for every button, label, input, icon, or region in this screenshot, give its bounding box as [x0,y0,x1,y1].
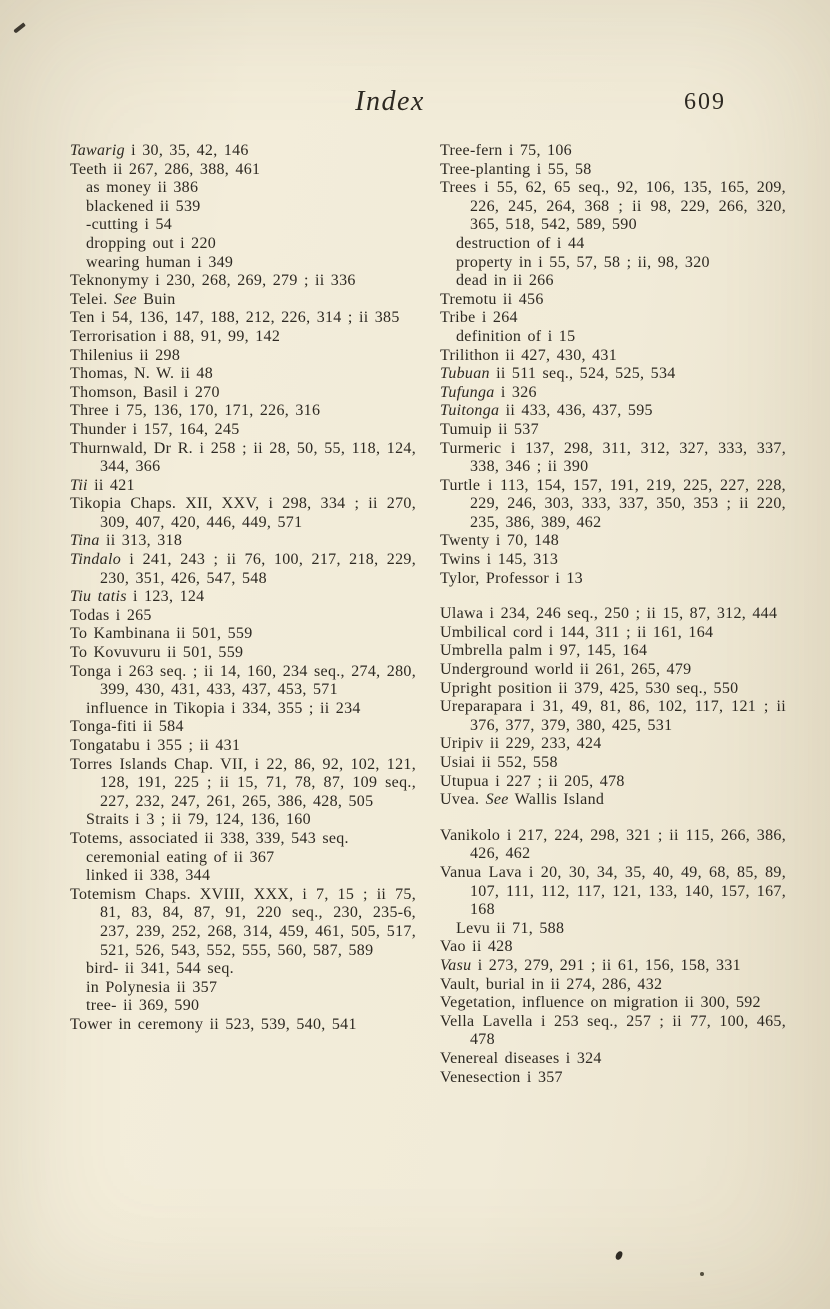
index-entry [440,551,786,570]
index-entry [440,976,786,995]
index-entry [440,142,786,161]
index-entry [70,997,416,1016]
index-entry-italic-text: Tawarig [70,142,125,159]
index-entry [440,1069,786,1088]
index-entry-text: ii 433, 436, 437, 595 [499,402,653,420]
index-entry-text: To Kambinana ii 501, 559 [70,625,253,643]
index-entry-text: Vanikolo i 217, 224, 298, 321 ; ii 115, 266, 386, 426, 462 [440,826,786,863]
index-entry [70,142,416,161]
index-entry [70,737,416,756]
index-entry-text: Trees i 55, 62, 65 seq., 92, 106, 135, 165, 209, 226, 245, 264, 368 ; ii 98, 229, 266, 320, 365, 518, 542, 589, 590 [440,179,786,234]
index-entry-text: i 326 [494,383,537,401]
index-entry [440,605,786,624]
index-entry-text: Vella Lavella i 253 seq., 257 ; ii 77, 100, 465, 478 [440,1012,786,1049]
index-entry-text: Usiai ii 552, 558 [440,754,558,771]
index-entry-italic-text: Tiu tatis [70,588,127,606]
index-entry [70,477,416,496]
index-entry-text: i 241, 243 ; ii 76, 100, 217, 218, 229, 230, 351, 426, 547, 548 [100,551,416,587]
index-entry-text: Turtle i 113, 154, 157, 191, 219, 225, 227, 228, 229, 246, 303, 333, 337, 350, 353 ; ii 220, 235, 386, 389, 462 [440,476,786,531]
index-entry [440,440,786,477]
index-entry [440,1050,786,1069]
index-entry [70,644,416,663]
index-entry-text: Thomas, N. W. ii 48 [70,365,214,383]
index-entry [70,849,416,868]
index-entry [70,402,416,421]
index-entry [70,440,416,477]
index-entry-italic-text: Tubuan [440,365,490,383]
index-entry-text: Tremotu ii 456 [440,290,544,308]
index-entry-text: i 123, 124 [126,588,205,606]
index-entry [70,216,416,235]
index-entry-text: tree- ii 369, 590 [86,997,200,1015]
index-entry [70,700,416,719]
index-entry-text: Twenty i 70, 148 [440,532,560,550]
index-entry-text: Tribe i 264 [440,309,518,327]
index-entry-italic-text: See [485,791,509,809]
ink-mark-top-left [13,22,26,33]
entry-group-gap [440,588,786,605]
index-entry [70,421,416,440]
index-entry-text: Wallis Island [508,791,605,809]
index-entry [440,1013,786,1050]
index-entry [70,625,416,644]
index-entry-italic-text: Tii [70,476,88,494]
index-entry [440,698,786,735]
index-entry [440,680,786,699]
index-entry-text: Teeth ii 267, 286, 388, 461 [70,160,261,178]
index-entry-text: ii 421 [87,476,135,494]
index-entry [70,886,416,960]
index-entry-text: Tongatabu i 355 ; ii 431 [70,737,241,754]
index-entry-italic-text: Tindalo [70,551,122,569]
index-entry [440,791,786,810]
index-entry-italic-text: See [113,290,137,308]
index-column-left [70,142,416,1087]
index-entry [440,235,786,254]
index-entry-text: Straits i 3 ; ii 79, 124, 136, 160 [86,811,311,829]
index-entry-text: Tonga i 263 seq. ; ii 14, 160, 234 seq., 274, 280, 399, 430, 431, 433, 437, 453, 571 [70,662,416,699]
index-entry [70,607,416,626]
index-entry-text: Twins i 145, 313 [440,551,559,569]
index-entry-text: Thurnwald, Dr R. i 258 ; ii 28, 50, 55, 118, 124, 344, 366 [70,439,416,476]
index-entry-text: Levu ii 71, 588 [456,919,565,937]
index-entry-text: Tonga-fiti ii 584 [70,718,184,736]
index-entry-text: Todas i 265 [70,606,152,624]
index-entry [440,291,786,310]
index-entry-text: Ureparapara i 31, 49, 81, 86, 102, 117, 121 ; ii 376, 377, 379, 380, 425, 531 [440,698,786,734]
index-entry-text: Vao ii 428 [440,938,513,956]
index-entry-text: Tikopia Chaps. XII, XXV, i 298, 334 ; ii 270, 309, 407, 420, 446, 449, 571 [70,495,416,531]
index-entry-text: bird- ii 341, 544 seq. [86,960,234,978]
index-entry [440,365,786,384]
index-entry [70,291,416,310]
index-entry-text: in Polynesia ii 357 [86,978,218,996]
index-entry-text: wearing human i 349 [86,253,234,271]
index-entry-text: blackened ii 539 [86,197,201,215]
index-column-right [440,142,786,1087]
index-entry [70,309,416,328]
index-entry-text: ii 511 seq., 524, 525, 534 [489,365,676,383]
index-entry [70,830,416,849]
index-entry [70,272,416,291]
ink-mark-bottom-right [615,1250,624,1261]
index-entry-text: property in i 55, 57, 58 ; ii, 98, 320 [456,253,710,271]
index-entry [70,235,416,254]
index-entry-text: Thilenius ii 298 [70,346,181,364]
index-entry [440,920,786,939]
index-entry [440,421,786,440]
index-entry [440,254,786,273]
index-entry-text: Totems, associated ii 338, 339, 543 seq. [70,829,349,847]
index-entry-text: Thunder i 157, 164, 245 [70,420,240,438]
index-entry [440,957,786,976]
index-entry [440,642,786,661]
index-entry [440,161,786,180]
index-entry-text: Uripiv ii 229, 233, 424 [440,735,602,753]
index-entry-text: Venereal diseases i 324 [440,1049,602,1067]
index-entry-italic-text: Tina [70,532,100,550]
index-entry-text: Thomson, Basil i 270 [70,383,220,401]
index-entry-text: Utupua i 227 ; ii 205, 478 [440,772,625,790]
index-columns [70,142,786,1087]
index-entry-text: linked ii 338, 344 [86,867,211,885]
index-entry-text: Upright position ii 379, 425, 530 seq., 550 [440,679,739,697]
index-entry-text: To Kovuvuru ii 501, 559 [70,644,244,662]
index-entry [70,161,416,180]
index-entry-text: Tower in ceremony ii 523, 539, 540, 541 [70,1015,357,1033]
index-entry [440,477,786,533]
index-entry [70,347,416,366]
index-entry-text: Tylor, Professor i 13 [440,569,583,587]
index-entry-text: Tree-planting i 55, 58 [440,160,592,178]
index-entry [440,661,786,680]
index-entry-text: Vault, burial in ii 274, 286, 432 [440,975,663,993]
index-entry [70,960,416,979]
index-entry [440,570,786,589]
index-entry-text: ceremonial eating of ii 367 [86,848,275,866]
index-entry [70,365,416,384]
index-entry [70,867,416,886]
index-entry-text: Turmeric i 137, 298, 311, 312, 327, 333, 337, 338, 346 ; ii 390 [440,439,786,476]
index-entry-text: Trilithon ii 427, 430, 431 [440,346,618,364]
entry-group-gap [440,810,786,827]
index-entry-text: Umbrella palm i 97, 145, 164 [440,642,648,660]
index-entry-text: dropping out i 220 [86,234,217,252]
index-entry [70,198,416,217]
index-entry [440,754,786,773]
index-entry-text: i 273, 279, 291 ; ii 61, 156, 158, 331 [471,956,741,974]
index-entry-text: Tumuip ii 537 [440,420,539,438]
index-entry [440,994,786,1013]
index-entry [440,532,786,551]
index-entry [440,179,786,235]
index-entry [440,272,786,291]
index-entry [440,938,786,957]
index-entry [70,979,416,998]
index-entry-text: Venesection i 357 [440,1068,563,1086]
index-entry [440,773,786,792]
index-entry [70,495,416,532]
index-entry-text: i 30, 35, 42, 146 [124,142,249,159]
index-entry [440,827,786,864]
index-entry [70,254,416,273]
index-entry-text: Uvea. [440,791,486,809]
index-entry [70,532,416,551]
index-entry-text: definition of i 15 [456,327,576,345]
index-entry [70,756,416,812]
page-number: 609 [684,89,726,115]
index-entry [70,811,416,830]
index-entry-text: Ulawa i 234, 246 seq., 250 ; ii 15, 87, 312, 444 [440,605,778,623]
index-entry [440,384,786,403]
index-entry-text: Telei. [70,290,114,308]
index-entry-text: Teknonymy i 230, 268, 269, 279 ; ii 336 [70,272,356,290]
index-entry [70,663,416,700]
index-entry [70,718,416,737]
index-entry-text: influence in Tikopia i 334, 355 ; ii 234 [86,699,361,717]
index-entry [70,179,416,198]
index-entry-text: Umbilical cord i 144, 311 ; ii 161, 164 [440,623,714,641]
index-entry [70,551,416,588]
index-entry [440,402,786,421]
index-entry [70,384,416,403]
index-entry-text: Tree-fern i 75, 106 [440,142,572,159]
index-entry-text: as money ii 386 [86,179,199,197]
index-entry-text: Terrorisation i 88, 91, 99, 142 [70,327,281,345]
index-entry [440,864,786,920]
index-entry-text: destruction of i 44 [456,234,585,252]
page-header [0,86,830,142]
index-entry [440,328,786,347]
page-title: Index [355,86,425,117]
index-entry [440,347,786,366]
index-entry-italic-text: Tufunga [440,383,495,401]
index-entry-text: Buin [136,290,176,308]
index-entry-text: Torres Islands Chap. VII, i 22, 86, 92, 102, 121, 128, 191, 225 ; ii 15, 71, 78, 87, 109 seq., 227, 232, 247, 261, 265, 386, 428, 505 [70,755,416,810]
index-entry-text: Totemism Chaps. XVIII, XXX, i 7, 15 ; ii 75, 81, 83, 84, 87, 91, 220 seq., 230, 235-6, 237, 239, 252, 268, 314, 459, 461, 505, 517, 521, 526, 543, 552, 555, 560, 587, 589 [70,885,416,959]
index-entry-text: dead in ii 266 [456,272,554,290]
index-entry-text: -cutting i 54 [86,216,173,234]
index-entry-text: Underground world ii 261, 265, 479 [440,661,692,679]
ink-speck-bottom-right [700,1272,704,1276]
index-entry-text: Ten i 54, 136, 147, 188, 212, 226, 314 ; ii 385 [70,309,400,327]
index-entry [440,624,786,643]
index-entry [70,1016,416,1035]
index-entry-italic-text: Vasu [440,956,472,974]
index-entry [440,309,786,328]
index-entry [70,588,416,607]
index-entry [70,328,416,347]
index-entry-text: Three i 75, 136, 170, 171, 226, 316 [70,402,321,420]
index-entry-text: Vanua Lava i 20, 30, 34, 35, 40, 49, 68, 85, 89, 107, 111, 112, 117, 121, 133, 140, 157, 167, 168 [440,863,786,919]
index-entry [440,735,786,754]
index-entry-text: Vegetation, influence on migration ii 300, 592 [440,994,761,1012]
index-entry-italic-text: Tuitonga [440,402,500,420]
index-entry-text: ii 313, 318 [99,532,183,550]
